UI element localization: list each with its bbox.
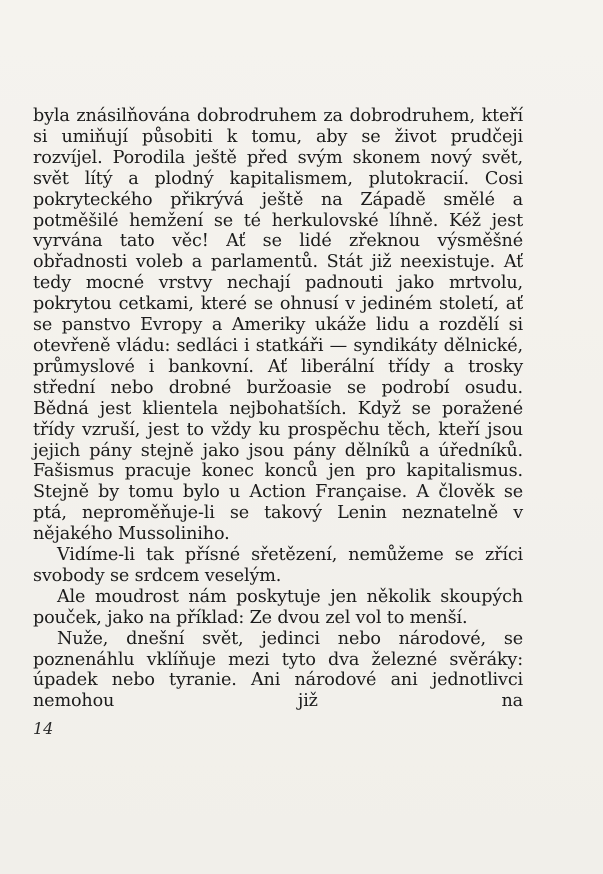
paragraph-3: Ale moudrost nám poskytuje jen několik skoupých pouček, jako na příklad: Ze dvou zel vol to menší. bbox=[33, 586, 523, 628]
paragraph-2: Vidíme-li tak přísné sřetězení, nemůžeme se zříci svobody se srdcem veselým. bbox=[33, 545, 523, 586]
page-number: 14 bbox=[33, 719, 54, 738]
paragraph-4: Nuže, dnešní svět, jedinci nebo národové, se poznenáhlu vklíňuje mezi tyto dva železné svěráky: úpadek nebo tyranie. Ani národové ani jednotlivci nemohou již na bbox=[33, 628, 523, 712]
body-text bbox=[33, 106, 523, 712]
paragraph-1: byla znásilňována dobrodruhem za dobrodruhem, kteří si umiňují působiti k tomu, aby se život prudčeji rozvíjel. Porodila ještě před svým skonem nový svět, svět lítý a plodný kapitalismem, plutokracií. Cosi pokryteckého přikrývá ještě na Západě smělé a potměšilé hemžení se té herkulovské líhně. Kéž jest vyrvána tato věc! Ať se lidé zřeknou výsměšné obřadnosti voleb a parlamentů. Stát již neexistuje. Ať tedy mocné vrstvy nechají padnouti jako mrtvolu, pokrytou cetkami, které se ohnusí v jediném století, ať se panstvo Evropy a Ameriky ukáže lidu a rozdělí si otevřeně vládu: sedláci i statkáři — syndikáty dělnické, průmyslové i bankovní. Ať liberální třídy a trosky střední nebo drobné buržoasie se podrobí osudu. Bědná jest klientela nejbohatších. Když se poražené třídy vzruší, jest to vždy ku prospěchu těch, kteří jsou jejich pány stejně jako jsou pány dělníků a úředníků. Fašismus pracuje konec konců jen pro kapitalismus. Stejně by tomu bylo u Action Française. A člověk se ptá, neproměňuje-li se takový Lenin neznatelně v nějakého Mussoliniho. bbox=[33, 106, 523, 545]
